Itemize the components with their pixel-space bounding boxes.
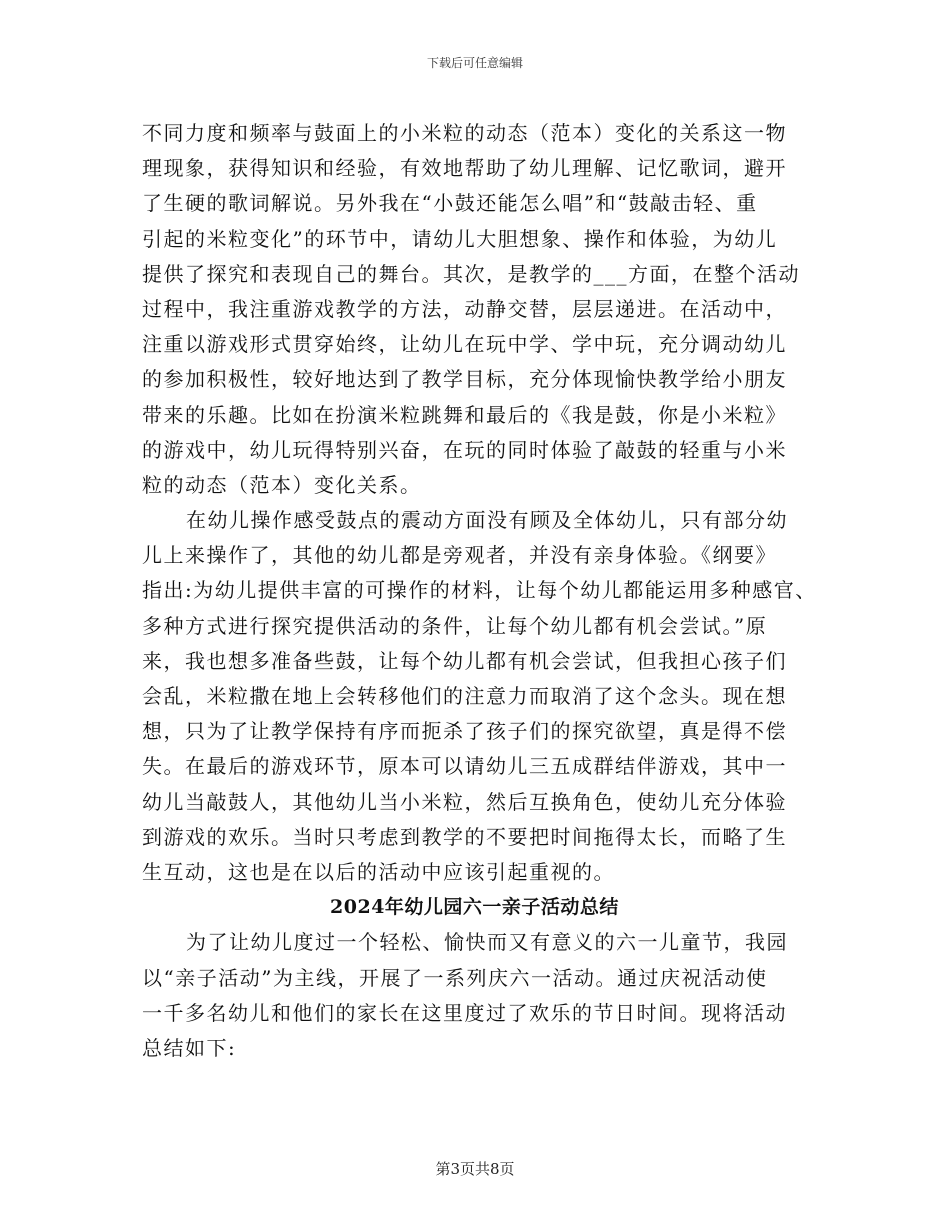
text-line: 在幼儿操作感受鼓点的震动方面没有顾及全体幼儿，只有部分幼 <box>186 508 788 533</box>
text-line: 以“亲子活动”为主线，开展了一系列庆六一活动。通过庆祝活动使 <box>142 965 768 990</box>
text-line: 为了让幼儿度过一个轻松、愉快而又有意义的六一儿童节，我园 <box>186 930 788 955</box>
text-line: 想，只为了让教学保持有序而扼杀了孩子们的探究欲望，真是得不偿 <box>142 719 787 744</box>
text-line: 总结如下: <box>142 1035 237 1060</box>
paragraph <box>142 503 817 890</box>
text-line: 到游戏的欢乐。当时只考虑到教学的不要把时间拖得太长，而略了生 <box>142 824 787 849</box>
page-header: 下载后可任意编辑 <box>426 56 523 70</box>
document-body <box>142 116 817 1066</box>
text-line: 多种方式进行探究提供活动的条件，让每个幼儿都有机会尝试。”原 <box>142 613 768 638</box>
text-line: 生互动，这也是在以后的活动中应该引起重视的。 <box>142 859 615 884</box>
text-line: 引起的米粒变化”的环节中，请幼儿大胆想象、操作和体验，为幼儿 <box>142 226 778 251</box>
text-line: 带来的乐趣。比如在扮演米粒跳舞和最后的《我是鼓，你是小米粒》 <box>142 402 787 427</box>
text-line: 的参加积极性，较好地达到了教学目标，充分体现愉快教学给小朋友 <box>142 367 787 392</box>
text-line: 注重以游戏形式贯穿始终，让幼儿在玩中学、学中玩，充分调动幼儿 <box>142 332 787 357</box>
text-line: 理现象，获得知识和经验，有效地帮助了幼儿理解、记忆歌词，避开 <box>142 156 787 181</box>
text-line: 不同力度和频率与鼓面上的小米粒的动态（范本）变化的关系这一物 <box>142 121 787 145</box>
text-line: 幼儿当敲鼓人，其他幼儿当小米粒，然后互换角色，使幼儿充分体验 <box>142 789 787 814</box>
text-line: 指出:为幼儿提供丰富的可操作的材料，让每个幼儿都能运用多种感官、 <box>142 578 817 603</box>
paragraph <box>142 925 807 1066</box>
text-line: 一千多名幼儿和他们的家长在这里度过了欢乐的节日时间。现将活动 <box>142 1000 787 1025</box>
text-line: 提供了探究和表现自己的舞台。其次，是教学的___方面，在整个活动 <box>142 261 800 286</box>
text-line: 粒的动态（范本）变化关系。 <box>142 472 422 497</box>
text-line: 的游戏中，幼儿玩得特别兴奋，在玩的同时体验了敲鼓的轻重与小米 <box>142 437 787 462</box>
paragraph <box>142 116 807 503</box>
text-line: 过程中，我注重游戏教学的方法，动静交替，层层递进。在活动中， <box>142 296 787 321</box>
text-line: 会乱，米粒撒在地上会转移他们的注意力而取消了这个念头。现在想 <box>142 684 787 708</box>
text-line: 来，我也想多准备些鼓，让每个幼儿都有机会尝试，但我担心孩子们 <box>142 648 787 673</box>
page-footer: 第3页共8页 <box>435 1160 515 1178</box>
section-title: 2024年幼儿园六一亲子活动总结 <box>330 896 619 919</box>
text-line: 失。在最后的游戏环节，原本可以请幼儿三五成群结伴游戏，其中一 <box>142 754 787 779</box>
text-line: 儿上来操作了，其他的幼儿都是旁观者，并没有亲身体验。《纲要》 <box>142 543 777 568</box>
text-line: 了生硬的歌词解说。另外我在“小鼓还能怎么唱”和“鼓敲击轻、重 <box>142 191 758 216</box>
